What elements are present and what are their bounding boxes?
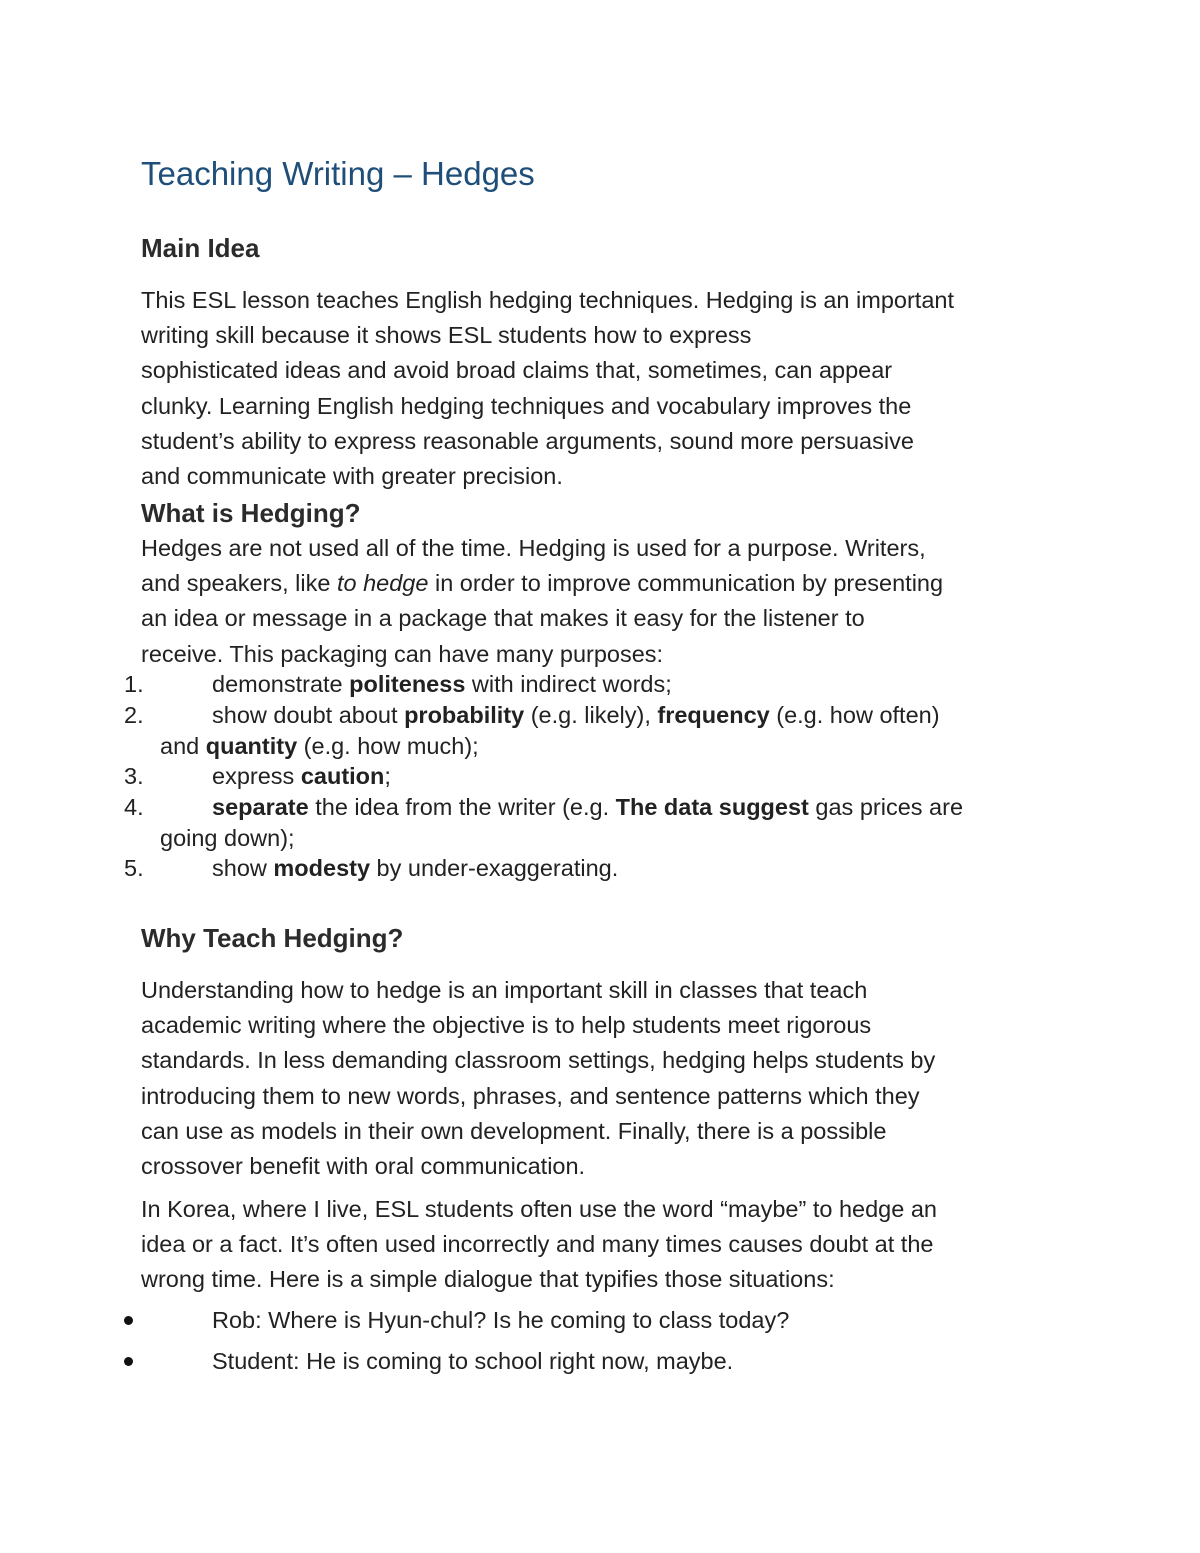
list-number: 1. [124, 671, 144, 697]
list-number: 4. [124, 794, 144, 820]
hedging-emphasis: to hedge [336, 570, 429, 597]
why-teach-paragraph [141, 973, 1076, 1184]
list-text: gas prices are [808, 794, 964, 820]
list-bold: probability [404, 702, 525, 728]
list-bold: quantity [205, 732, 298, 759]
dialogue-text: Rob: Where is Hyun-chul? Is he coming to class today? [212, 1307, 790, 1333]
list-text: the idea from the writer (e.g. [308, 794, 616, 820]
korea-line: In Korea, where I live, ESL students often use the word “maybe” to hedge an [141, 1196, 937, 1222]
list-bold: modesty [273, 855, 371, 881]
main-idea-line: This ESL lesson teaches English hedging techniques. Hedging is an important [141, 287, 954, 313]
korea-line: wrong time. Here is a simple dialogue that typifies those situations: [141, 1266, 835, 1293]
why-teach-line: Understanding how to hedge is an important skill in classes that teach [141, 977, 868, 1003]
bullet-icon [124, 1357, 133, 1366]
hedging-line: Hedges are not used all of the time. Hedging is used for a purpose. Writers, [141, 535, 926, 561]
main-idea-line: student’s ability to express reasonable arguments, sound more persuasive [141, 427, 914, 454]
list-number: 2. [124, 702, 144, 728]
list-text: and [160, 732, 206, 759]
list-text: demonstrate [212, 671, 350, 697]
list-bold: caution [300, 763, 385, 789]
list-item-text [212, 792, 963, 823]
main-idea-line: clunky. Learning English hedging techniques and vocabulary improves the [141, 392, 912, 419]
what-is-hedging-paragraph [141, 531, 1076, 672]
list-text: with indirect words; [465, 671, 672, 697]
list-text: (e.g. likely), [524, 702, 658, 728]
hedging-line: receive. This packaging can have many purposes: [141, 640, 664, 667]
list-text: (e.g. how often) [769, 702, 940, 728]
list-bold: politeness [349, 671, 466, 697]
main-idea-line: and communicate with greater precision. [141, 463, 563, 490]
list-text: (e.g. how much); [297, 732, 479, 759]
document-title: Teaching Writing – Hedges [141, 155, 535, 192]
hedging-text: and speakers, like [141, 570, 337, 597]
list-text: show doubt about [212, 702, 405, 728]
korea-line: idea or a fact. It’s often used incorrectly and many times causes doubt at the [141, 1231, 934, 1258]
why-teach-line: crossover benefit with oral communication. [141, 1153, 586, 1180]
why-teach-line: academic writing where the objective is to help students meet rigorous [141, 1012, 872, 1039]
why-teach-line: can use as models in their own development. Finally, there is a possible [141, 1117, 887, 1144]
why-teach-line: introducing them to new words, phrases, and sentence patterns which they [141, 1082, 920, 1109]
main-idea-paragraph [141, 283, 1076, 494]
list-text: show [212, 855, 274, 881]
list-item-text [212, 669, 672, 700]
list-bold: The data suggest [615, 794, 809, 820]
why-teach-line: standards. In less demanding classroom settings, hedging helps students by [141, 1047, 936, 1074]
list-text: ; [384, 763, 391, 789]
what-is-hedging-heading: What is Hedging? [141, 498, 361, 528]
list-item-text [212, 700, 940, 731]
list-bold: separate [212, 794, 309, 820]
hedging-text: in order to improve communication by presenting [428, 570, 944, 597]
list-item-continuation: going down); [160, 824, 295, 851]
main-idea-line: sophisticated ideas and avoid broad claims that, sometimes, can appear [141, 357, 893, 384]
list-number: 3. [124, 763, 144, 789]
why-teach-heading: Why Teach Hedging? [141, 923, 404, 953]
list-bold: frequency [657, 702, 770, 728]
list-item-text [212, 761, 391, 792]
list-item-text [212, 853, 618, 884]
list-number: 5. [124, 855, 144, 881]
dialogue-text: Student: He is coming to school right now, maybe. [212, 1348, 734, 1374]
korea-paragraph [141, 1192, 1076, 1298]
main-idea-line: writing skill because it shows ESL students how to express [141, 322, 752, 349]
main-idea-heading: Main Idea [141, 233, 260, 263]
list-item-continuation [160, 731, 479, 762]
list-text: express [212, 763, 301, 789]
hedging-line [141, 566, 1076, 601]
bullet-icon [124, 1316, 133, 1325]
hedging-line: an idea or message in a package that makes it easy for the listener to [141, 605, 865, 632]
list-text: by under-exaggerating. [370, 855, 619, 881]
